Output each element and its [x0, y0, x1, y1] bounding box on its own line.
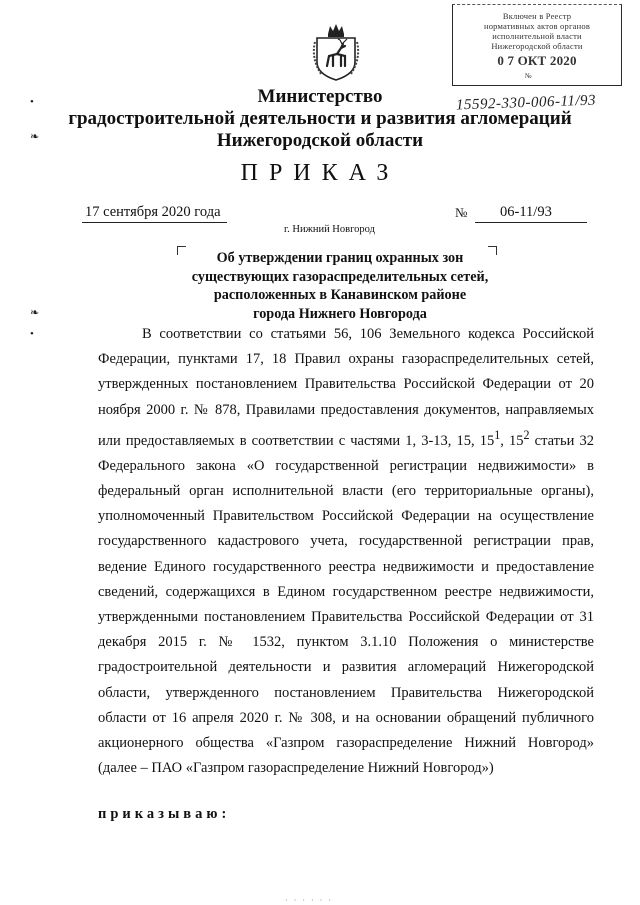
stamp-handwritten-number: 15592-330-006-11/93 [455, 92, 597, 114]
stamp-line-2: нормативных актов органов [483, 21, 591, 31]
subject-line-3: расположенных в Канавинском районе [213, 287, 467, 303]
registry-stamp [452, 4, 622, 86]
margin-mark: • [30, 96, 34, 108]
stamp-line-4: Нижегородской области [491, 41, 583, 51]
body-text-part-3: статьи 32 Федерального закона «О государственной регистрации недвижимости» в федеральный орган исполнительной власти (его территориальные органы), уполномоченный Правительством Российской Федерации на осуществление государственного кадастрового учета, государственной регистрации прав, ведение Единого государственного реестра недвижимости и предоставление сведений, содержащихся в Едином государственном реестре недвижимости, утвержденными постановлением Правительства Российской Федерации от 31 декабря 2015 г. № 1532, пунктом 3.1.10 Положения о министерстве градостроительной деятельности и развития агломераций Нижегородской области, утвержденного постановлением Правительства Нижегородской области от 16 апреля 2020 г. № 308, и на основании обращений публичного акционерного общества «Газпром газораспределение Нижний Новгород» (далее – ПАО «Газпром газораспределение Нижний Новгород») [98, 432, 594, 777]
subject-line-4: города Нижнего Новгорода [253, 305, 427, 322]
superscript-2: 2 [523, 427, 530, 442]
document-type: ПРИКАЗ [240, 160, 400, 186]
document-date: 17 сентября 2020 года [85, 204, 221, 220]
order-word: приказываю: [98, 806, 231, 822]
document-number: 06-11/93 [500, 204, 552, 220]
subject-line-1: Об утверждении границ охранных зон [216, 250, 464, 266]
ministry-title-line-1: Министерство [257, 86, 383, 107]
date-underline [82, 222, 227, 223]
body-paragraph [98, 322, 594, 781]
document-city: г. Нижний Новгород [284, 224, 375, 235]
subject-line-2: существующих газораспределительных сетей, [191, 268, 489, 285]
stamp-number-label: № [525, 72, 532, 80]
document-subject [140, 249, 540, 323]
number-sign: № [455, 205, 468, 220]
number-underline [475, 222, 587, 223]
margin-mark: ❧ [30, 307, 40, 319]
stamp-line-1: Включен в Реестр [502, 11, 572, 21]
margin-mark: • [30, 328, 34, 340]
scan-artifact: · · · · · · [285, 896, 333, 905]
body-text-part-1: В соответствии со статьями 56, 106 Земельного кодекса Российской Федерации, пунктами 17, 18 Правил охраны газораспределительных сетей, утвержденных постановлением Правительства Российской Федерации от 20 ноября 2000 г. № 878, Правилами предоставления документов, направляемых или предоставляемых в соответствии с частями 1, 3-13, 15, 15 [98, 326, 594, 449]
ministry-title-line-2: градостроительной деятельности и развития агломераций [68, 108, 572, 129]
superscript-1: 1 [494, 427, 501, 442]
coat-of-arms-icon [311, 22, 361, 82]
ministry-title-line-3: Нижегородской области [216, 130, 424, 151]
stamp-line-3: исполнительной власти [492, 31, 582, 41]
margin-mark: ❧ [30, 131, 40, 143]
body-text-part-2: , 15 [500, 432, 524, 449]
stamp-date: 0 7 ОКТ 2020 [497, 53, 577, 68]
